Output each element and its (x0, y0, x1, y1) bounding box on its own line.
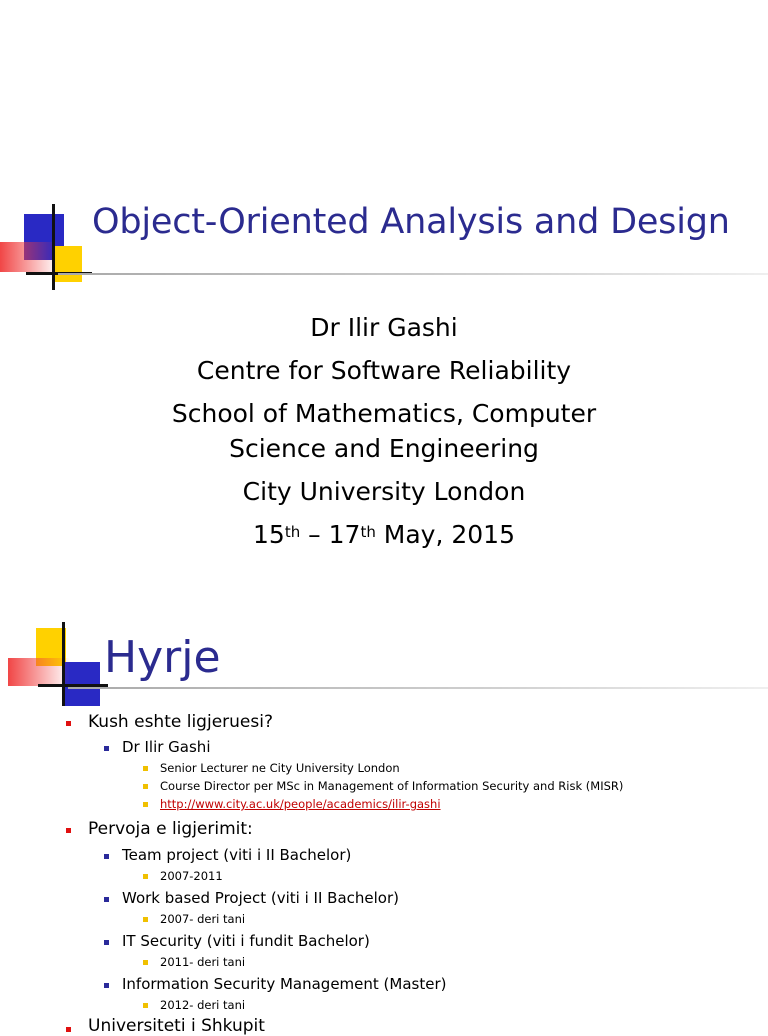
list-item: Information Security Management (Master) (122, 975, 447, 993)
university-name: City University London (242, 477, 526, 506)
subtitle-block (0, 306, 768, 556)
centre-name: Centre for Software Reliability (196, 356, 572, 385)
school-line-2: Science and Engineering (229, 434, 539, 463)
list-item: Work based Project (viti i II Bachelor) (122, 889, 399, 907)
title-underline (68, 687, 768, 689)
bullet-marker (143, 1003, 148, 1008)
bullet-marker (143, 874, 148, 879)
bullet-marker (143, 784, 148, 789)
list-item: Team project (viti i II Bachelor) (122, 846, 352, 864)
list-item: 2007- deri tani (160, 912, 246, 926)
list-item: Universiteti i Shkupit (88, 1016, 265, 1036)
list-item: Kush eshte ligjeruesi? (88, 712, 273, 732)
bullet-marker (66, 1027, 71, 1032)
list-item: IT Security (viti i fundit Bachelor) (122, 932, 370, 950)
bullet-marker (143, 802, 148, 807)
bullet-marker (104, 897, 109, 902)
list-item: Course Director per MSc in Management of Information Security and Risk (MISR) (160, 779, 624, 793)
list-item: Senior Lecturer ne City University London (160, 761, 400, 775)
list-item: Dr Ilir Gashi (122, 738, 211, 756)
list-item: Pervoja e ligjerimit: (88, 819, 253, 839)
slide-title: Object-Oriented Analysis and Design (92, 202, 730, 242)
author-name: Dr Ilir Gashi (310, 313, 458, 342)
bullet-marker (104, 854, 109, 859)
bullet-marker (143, 917, 148, 922)
slide-logo-decoration (0, 618, 110, 708)
bullet-marker (143, 960, 148, 965)
school-line-1: School of Mathematics, Computer (171, 399, 597, 428)
event-date: 15th – 17th May, 2015 (253, 520, 515, 549)
bullet-marker (143, 766, 148, 771)
list-item: 2007-2011 (160, 869, 223, 883)
title-underline (58, 273, 768, 275)
bullet-marker (104, 940, 109, 945)
slide-logo-decoration (0, 200, 95, 295)
bullet-marker (66, 828, 71, 833)
bullet-marker (104, 746, 109, 751)
bullet-marker (104, 983, 109, 988)
profile-link[interactable]: http://www.city.ac.uk/people/academics/ilir-gashi (160, 797, 441, 811)
bullet-marker (66, 721, 71, 726)
list-item: 2011- deri tani (160, 955, 246, 969)
list-item: 2012- deri tani (160, 998, 246, 1012)
slide-title: Hyrje (104, 632, 221, 683)
intro-slide (0, 600, 768, 1036)
